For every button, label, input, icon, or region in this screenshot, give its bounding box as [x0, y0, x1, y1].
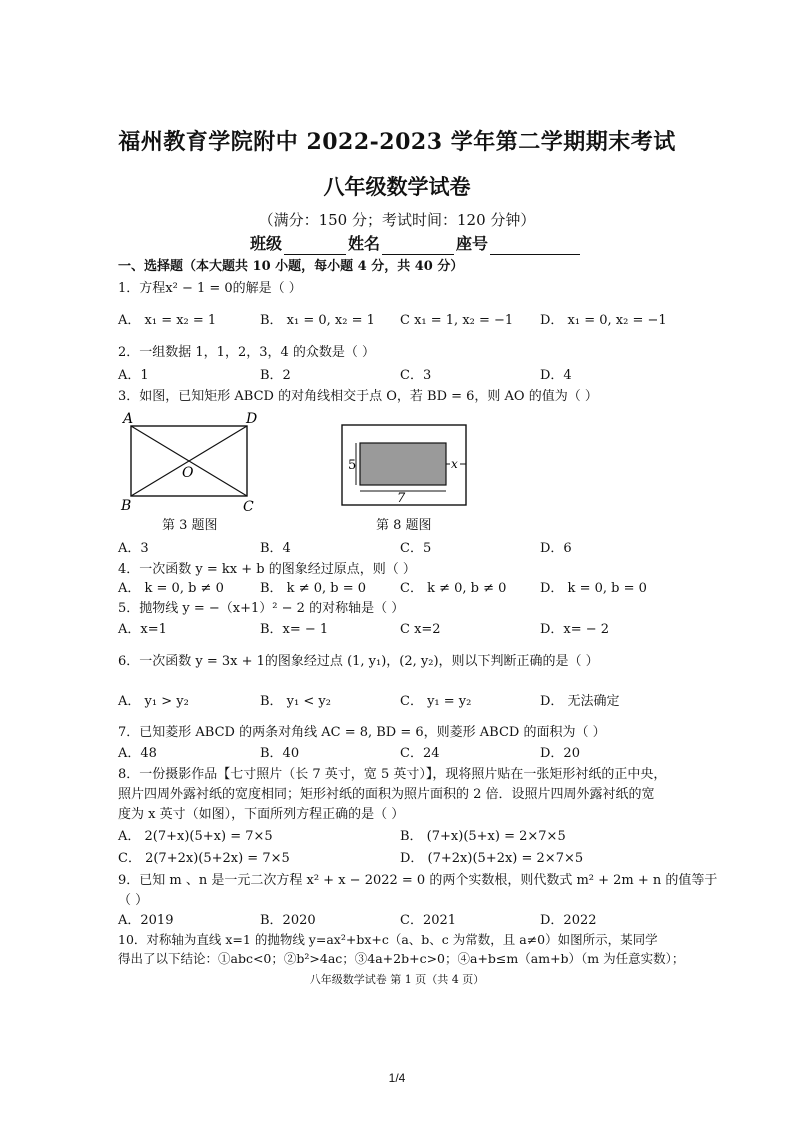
q4-stem: 4．一次函数 y = kx + b 的图象经过原点，则（ ）	[118, 562, 416, 577]
q6-option-a: A． y₁ > y₂	[118, 694, 189, 709]
q2-option-a: A．1	[118, 368, 149, 383]
q8-line-2: 照片四周外露衬纸的宽度相同；矩形衬纸的面积为照片面积的 2 倍．设照片四周外露衬纸的宽	[118, 787, 655, 802]
q4-option-b: B． k ≠ 0, b = 0	[260, 581, 367, 596]
q1-option-a: A． x₁ = x₂ = 1	[118, 313, 217, 328]
seat-blank[interactable]	[490, 238, 580, 255]
section-heading: 一、选择题（本大题共 10 小题，每小题 4 分，共 40 分）	[118, 259, 464, 274]
class-label: 班级	[250, 234, 283, 253]
q1-option-b: B． x₁ = 0, x₂ = 1	[260, 313, 375, 328]
q6-option-b: B． y₁ < y₂	[260, 694, 331, 709]
exam-title: 福州教育学院附中 2022-2023 学年第二学期期末考试	[118, 129, 676, 155]
q8-line-3: 度为 x 英寸（如图），下面所列方程正确的是（ ）	[118, 807, 405, 822]
q8-line-1: 8．一份摄影作品【七寸照片（长 7 英寸，宽 5 英寸）】，现将照片贴在一张矩形衬纸的正中央，	[118, 767, 667, 782]
q1-stem: 1．方程x² − 1 = 0的解是（ ）	[118, 281, 302, 296]
figure-3-rectangle	[115, 408, 270, 516]
label-c: C	[243, 499, 254, 515]
q6-option-c: C． y₁ = y₂	[400, 694, 472, 709]
label-d: D	[246, 411, 258, 427]
q5-option-c: C x=2	[400, 622, 441, 637]
q1-option-d: D． x₁ = 0, x₂ = −1	[540, 313, 667, 328]
q8-option-a: A． 2(7+x)(5+x) = 7×5	[118, 829, 273, 844]
q3-option-c: C．5	[400, 541, 432, 556]
q8-option-d: D． (7+2x)(5+2x) = 2×7×5	[400, 851, 584, 866]
fig8-side-label: 5	[348, 458, 357, 473]
q4-option-a: A． k = 0, b ≠ 0	[118, 581, 224, 596]
q9-option-d: D．2022	[540, 913, 597, 928]
figure-8-photo	[336, 423, 472, 509]
q2-option-c: C．3	[400, 368, 432, 383]
q3-option-b: B．4	[260, 541, 291, 556]
q6-option-d: D． 无法确定	[540, 694, 620, 709]
q10-line-2: 得出了以下结论：①abc<0；②b²>4ac；③4a+2b+c>0；④a+b≤m（am+b）（m 为任意实数）；	[118, 951, 685, 966]
score-info: （满分：150 分；考试时间：120 分钟）	[258, 211, 536, 229]
q7-option-c: C．24	[400, 746, 440, 761]
name-label: 姓名	[348, 234, 381, 253]
q5-option-d: D．x= − 2	[540, 622, 610, 637]
q7-option-b: B．40	[260, 746, 300, 761]
figure-3-caption: 第 3 题图	[162, 518, 218, 533]
q5-option-b: B．x= − 1	[260, 622, 329, 637]
q2-stem: 2．一组数据 1，1，2，3，4 的众数是（ ）	[118, 345, 376, 360]
label-b: B	[121, 498, 132, 514]
fig8-bottom-label: 7	[397, 491, 406, 506]
q8-option-c: C． 2(7+2x)(5+2x) = 7×5	[118, 851, 290, 866]
q3-stem: 3．如图，已知矩形 ABCD 的对角线相交于点 O，若 BD = 6，则 AO 的值为（ ）	[118, 389, 598, 404]
q8-option-b: B． (7+x)(5+x) = 2×7×5	[400, 829, 566, 844]
q3-option-a: A．3	[118, 541, 149, 556]
fig8-x-label: x	[451, 457, 458, 471]
q2-option-b: B．2	[260, 368, 291, 383]
figure-8-caption: 第 8 题图	[376, 518, 432, 533]
page-number: 1/4	[388, 1071, 406, 1085]
q5-stem: 5．抛物线 y = −（x+1）² − 2 的对称轴是（ ）	[118, 601, 405, 616]
page-footer: 八年级数学试卷 第 1 页（共 4 页）	[309, 973, 485, 986]
q4-option-d: D． k = 0, b = 0	[540, 581, 647, 596]
q7-option-a: A．48	[118, 746, 157, 761]
q2-option-d: D．4	[540, 368, 572, 383]
q9-line-2: （ ）	[118, 893, 149, 908]
q7-option-d: D．20	[540, 746, 580, 761]
q6-stem: 6．一次函数 y = 3x + 1的图象经过点 (1, y₁)，(2, y₂)，则以下判断正确的是（ ）	[118, 654, 599, 669]
name-blank[interactable]	[382, 238, 454, 255]
q7-stem: 7．已知菱形 ABCD 的两条对角线 AC = 8, BD = 6，则菱形 ABCD 的面积为（ ）	[118, 725, 606, 740]
q9-option-b: B．2020	[260, 913, 316, 928]
q1-option-c: C x₁ = 1, x₂ = −1	[400, 313, 514, 328]
label-o: O	[182, 465, 194, 481]
label-a: A	[123, 411, 134, 427]
q9-option-c: C．2021	[400, 913, 457, 928]
seat-label: 座号	[456, 234, 489, 253]
q4-option-c: C． k ≠ 0, b ≠ 0	[400, 581, 507, 596]
q9-option-a: A．2019	[118, 913, 174, 928]
q3-option-d: D．6	[540, 541, 572, 556]
q10-line-1: 10．对称轴为直线 x=1 的抛物线 y=ax²+bx+c（a、b、c 为常数，且 a≠0）如图所示，某同学	[118, 932, 658, 947]
exam-subtitle: 八年级数学试卷	[323, 174, 471, 199]
class-blank[interactable]	[284, 238, 346, 255]
q5-option-a: A．x=1	[118, 622, 167, 637]
q9-line-1: 9．已知 m 、n 是一元二次方程 x² + x − 2022 = 0 的两个实数根，则代数式 m² + 2m + n 的值等于	[118, 873, 718, 888]
student-info-line	[250, 233, 582, 255]
